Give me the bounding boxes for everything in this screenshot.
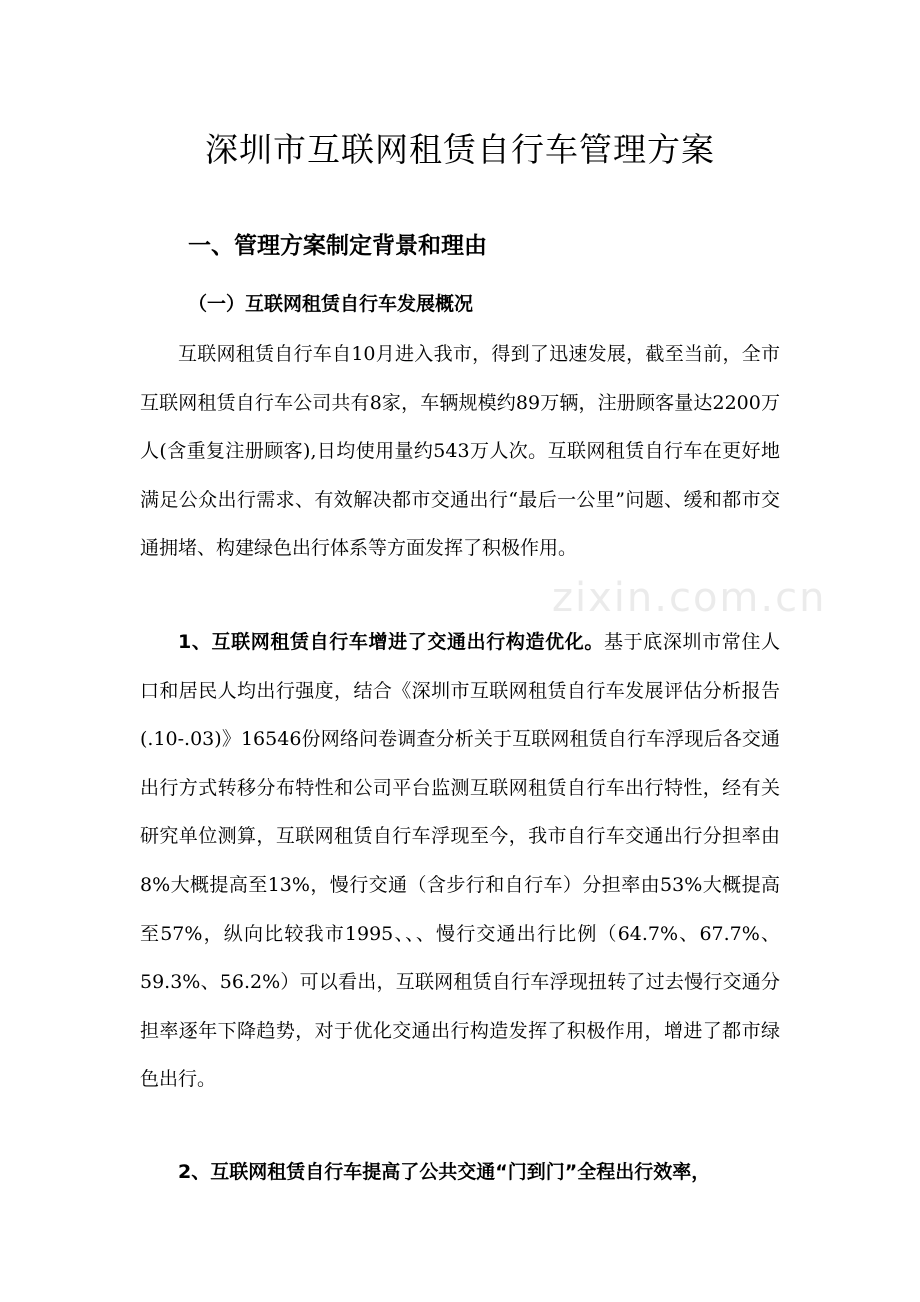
document-title: 深圳市互联网租赁自行车管理方案 <box>205 130 715 169</box>
paragraph-point-1 <box>140 618 780 1104</box>
subsection-heading: （一）互联网租赁自行车发展概况 <box>188 293 474 315</box>
point-1-body: 基于底深圳市常住人口和居民人均出行强度，结合《深圳市互联网租赁自行车发展评估分析报告(.10-.03)》16546份网络问卷调查分析关于互联网租赁自行车浮现后各交通出行方式转移分布特性和公司平台监测互联网租赁自行车出行特性，经有关研究单位测算，互联网租赁自行车浮现至今，我市自行车交通出行分担率由8%大概提高至13%，慢行交通（含步行和自行车）分担率由53%大概提高至57%，纵向比较我市1995、、、慢行交通出行比例（64.7%、67.7%、59.3%、56.2%）可以看出，互联网租赁自行车浮现扭转了过去慢行交通分担率逐年下降趋势，对于优化交通出行构造发挥了积极作用，增进了都市绿色出行。 <box>140 631 780 1091</box>
point-2-lead: 2、互联网租赁自行车提高了公共交通“门到门”全程出行效率， <box>178 1161 711 1183</box>
watermark: zixin.com.cn <box>552 575 827 621</box>
paragraph-overview: 互联网租赁自行车自10月进入我市，得到了迅速发展，截至当前，全市互联网租赁自行车公司共有8家，车辆规模约89万辆，注册顾客量达2200万人(含重复注册顾客),日均使用量约543万人次。互联网租赁自行车在更好地满足公众出行需求、有效解决都市交通出行“最后一公里”问题、缓和都市交通拥堵、构建绿色出行体系等方面发挥了积极作用。 <box>140 343 780 560</box>
paragraph-point-2 <box>140 1148 780 1197</box>
section-heading: 一、管理方案制定背景和理由 <box>188 233 487 259</box>
point-1-lead: 1、互联网租赁自行车增进了交通出行构造优化。 <box>178 631 604 653</box>
